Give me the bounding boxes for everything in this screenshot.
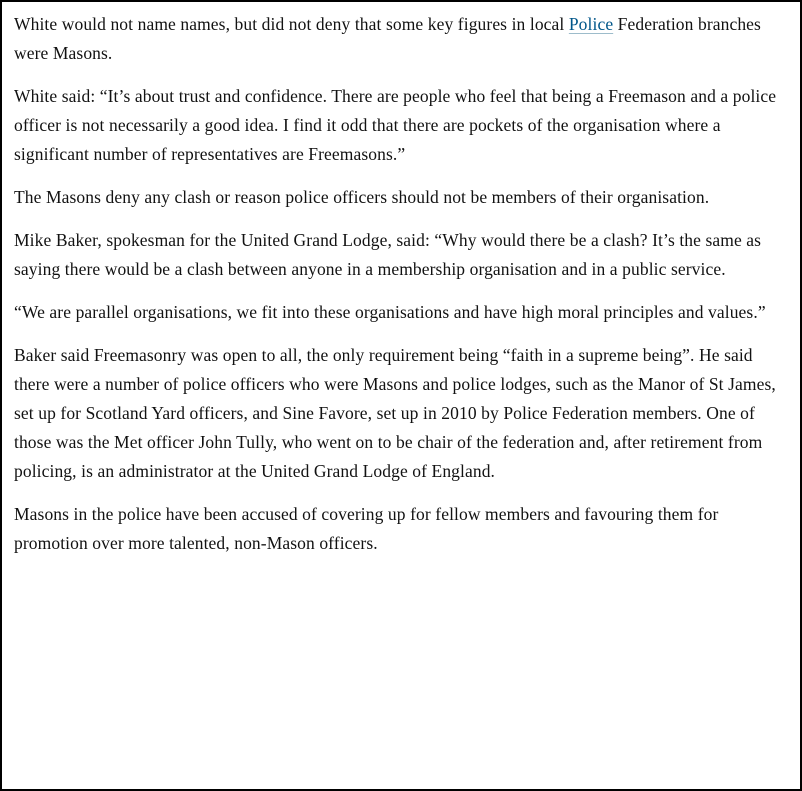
paragraph: The Masons deny any clash or reason police officers should not be members of their organisation. (14, 187, 710, 207)
police-link[interactable]: Police (568, 14, 614, 34)
paragraph: Masons in the police have been accused of covering up for fellow members and favouring them for promotion over more talented, non-Mason officers. (14, 504, 719, 553)
paragraph: Baker said Freemasonry was open to all, the only requirement being “faith in a supreme being”. He said there were a number of police officers who were Masons and police lodges, such as the Manor of St James, set up for Scotland Yard officers, and Sine Favore, set up in 2010 by Police Federation members. One of those was the Met officer John Tully, who went on to be chair of the federation and, after retirement from policing, is an administrator at the United Grand Lodge of England. (14, 345, 776, 481)
article-body (14, 10, 788, 558)
paragraph-text: Federation branches were Masons. (14, 14, 761, 63)
paragraph: White said: “It’s about trust and confidence. There are people who feel that being a Freemason and a police officer is not necessarily a good idea. I find it odd that there are pockets of the organisation where a significant number of representatives are Freemasons.” (14, 86, 777, 164)
paragraph: “We are parallel organisations, we fit into these organisations and have high moral principles and values.” (14, 302, 766, 322)
paragraph: Mike Baker, spokesman for the United Grand Lodge, said: “Why would there be a clash? It’s the same as saying there would be a clash between anyone in a membership organisation and in a public service. (14, 230, 762, 279)
paragraph-text: White would not name names, but did not deny that some key figures in local (14, 14, 569, 34)
paragraph (14, 10, 788, 68)
